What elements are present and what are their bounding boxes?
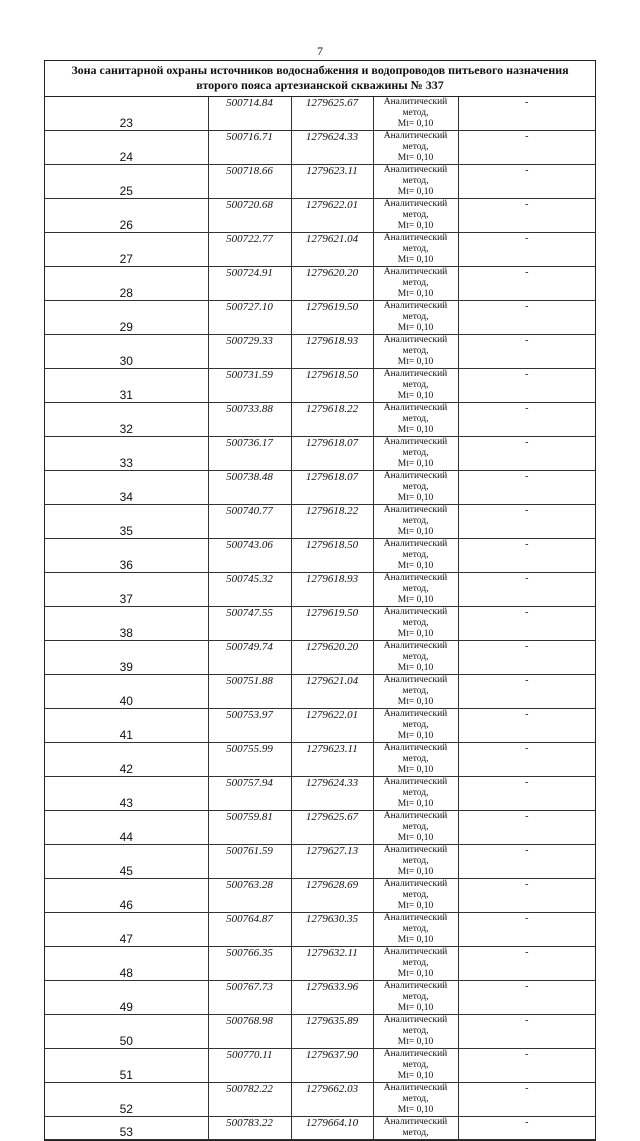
method-cell (373, 539, 458, 573)
method-text: Аналитический метод, (383, 675, 448, 696)
method-text: Аналитический метод, (383, 743, 448, 764)
coord-x: 500731.59 (208, 369, 291, 403)
method-text: Аналитический метод, (383, 811, 448, 832)
method-cell (373, 811, 458, 845)
table-row (45, 267, 595, 301)
method-text: Аналитический метод, (383, 709, 448, 730)
coord-x: 500722.77 (208, 233, 291, 267)
point-number: 53 (45, 1117, 208, 1140)
accuracy-text: Mt= 0,10 (397, 493, 434, 503)
note-cell: - (458, 607, 595, 641)
point-number: 36 (45, 539, 208, 573)
point-number: 44 (45, 811, 208, 845)
method-cell (373, 607, 458, 641)
method-cell (373, 981, 458, 1015)
coord-x: 500743.06 (208, 539, 291, 573)
point-number: 30 (45, 335, 208, 369)
point-number: 47 (45, 913, 208, 947)
coord-x: 500716.71 (208, 131, 291, 165)
note-cell: - (458, 709, 595, 743)
coord-x: 500763.28 (208, 879, 291, 913)
coord-x: 500720.68 (208, 199, 291, 233)
accuracy-text: Mt= 0,10 (397, 833, 434, 843)
method-cell (373, 437, 458, 471)
coord-y: 1279632.11 (291, 947, 373, 981)
note-cell: - (458, 811, 595, 845)
method-text: Аналитический метод, (383, 471, 448, 492)
point-number: 41 (45, 709, 208, 743)
method-cell (373, 403, 458, 437)
coord-y: 1279618.50 (291, 539, 373, 573)
method-cell (373, 913, 458, 947)
coord-y: 1279618.93 (291, 573, 373, 607)
table-row (45, 573, 595, 607)
coord-x: 500753.97 (208, 709, 291, 743)
method-cell (373, 879, 458, 913)
accuracy-text: Mt= 0,10 (397, 391, 434, 401)
coord-y: 1279619.50 (291, 607, 373, 641)
method-cell (373, 335, 458, 369)
table-row (45, 981, 595, 1015)
table-row (45, 369, 595, 403)
method-text: Аналитический метод, (383, 131, 448, 152)
note-cell: - (458, 777, 595, 811)
method-text: Аналитический метод, (383, 845, 448, 866)
note-cell: - (458, 675, 595, 709)
note-cell: - (458, 913, 595, 947)
method-text: Аналитический метод, (383, 879, 448, 900)
point-number: 26 (45, 199, 208, 233)
page-number: 7 (317, 44, 323, 58)
note-cell: - (458, 1015, 595, 1049)
coord-y: 1279621.04 (291, 675, 373, 709)
note-cell: - (458, 1049, 595, 1083)
note-cell: - (458, 743, 595, 777)
point-number: 23 (45, 97, 208, 131)
coord-y: 1279630.35 (291, 913, 373, 947)
coord-x: 500736.17 (208, 437, 291, 471)
note-cell: - (458, 1117, 595, 1140)
accuracy-text: Mt= 0,10 (397, 153, 434, 163)
note-cell: - (458, 267, 595, 301)
table-title-line-1: Зона санитарной охраны источников водоснабжения и водопроводов питьевого назначения (71, 63, 569, 77)
method-cell (373, 675, 458, 709)
method-cell (373, 1117, 458, 1140)
point-number: 34 (45, 471, 208, 505)
coord-y: 1279618.50 (291, 369, 373, 403)
point-number: 35 (45, 505, 208, 539)
coord-y: 1279637.90 (291, 1049, 373, 1083)
table-row (45, 743, 595, 777)
table-row (45, 947, 595, 981)
table-row (45, 913, 595, 947)
note-cell: - (458, 573, 595, 607)
accuracy-text: Mt= 0,10 (397, 765, 434, 775)
method-cell (373, 471, 458, 505)
coordinates-table (44, 60, 596, 1141)
table-row (45, 131, 595, 165)
point-number: 43 (45, 777, 208, 811)
coord-y: 1279620.20 (291, 641, 373, 675)
accuracy-text: Mt= 0,10 (397, 1003, 434, 1013)
note-cell: - (458, 97, 595, 131)
accuracy-text: Mt= 0,10 (397, 1037, 434, 1047)
method-text: Аналитический метод, (383, 97, 448, 118)
table-row (45, 301, 595, 335)
method-text: Аналитический метод, (383, 437, 448, 458)
point-number: 37 (45, 573, 208, 607)
coord-x: 500714.84 (208, 97, 291, 131)
method-cell (373, 165, 458, 199)
note-cell: - (458, 199, 595, 233)
method-text: Аналитический метод, (383, 1083, 448, 1104)
accuracy-text: Mt= 0,10 (397, 629, 434, 639)
table-row (45, 471, 595, 505)
note-cell: - (458, 947, 595, 981)
coord-y: 1279623.11 (291, 743, 373, 777)
note-cell: - (458, 845, 595, 879)
point-number: 31 (45, 369, 208, 403)
method-cell (373, 369, 458, 403)
table-row (45, 811, 595, 845)
point-number: 49 (45, 981, 208, 1015)
coord-x: 500745.32 (208, 573, 291, 607)
table-row (45, 709, 595, 743)
method-text: Аналитический метод, (383, 233, 448, 254)
table-row (45, 97, 595, 131)
method-text: Аналитический метод, (383, 267, 448, 288)
table-row (45, 233, 595, 267)
table-row (45, 1015, 595, 1049)
accuracy-text: Mt= 0,10 (397, 119, 434, 129)
accuracy-text: Mt= 0,10 (397, 527, 434, 537)
method-cell (373, 743, 458, 777)
table-row (45, 1117, 595, 1140)
method-cell (373, 573, 458, 607)
point-number: 48 (45, 947, 208, 981)
accuracy-text: Mt= 0,10 (397, 1071, 434, 1081)
coord-y: 1279633.96 (291, 981, 373, 1015)
coord-y: 1279618.22 (291, 403, 373, 437)
accuracy-text: Mt= 0,10 (397, 935, 434, 945)
accuracy-text: Mt= 0,10 (397, 459, 434, 469)
coord-y: 1279664.10 (291, 1117, 373, 1140)
method-cell (373, 1015, 458, 1049)
point-number: 27 (45, 233, 208, 267)
method-text: Аналитический метод, (383, 539, 448, 560)
method-text: Аналитический метод, (383, 913, 448, 934)
method-cell (373, 267, 458, 301)
note-cell: - (458, 1083, 595, 1117)
coord-x: 500749.74 (208, 641, 291, 675)
table-row (45, 675, 595, 709)
note-cell: - (458, 437, 595, 471)
coord-x: 500747.55 (208, 607, 291, 641)
note-cell: - (458, 471, 595, 505)
table-row (45, 437, 595, 471)
coord-x: 500733.88 (208, 403, 291, 437)
coord-y: 1279635.89 (291, 1015, 373, 1049)
coord-y: 1279622.01 (291, 709, 373, 743)
table-body (45, 97, 595, 1140)
point-number: 42 (45, 743, 208, 777)
coord-x: 500757.94 (208, 777, 291, 811)
accuracy-text: Mt= 0,10 (397, 901, 434, 911)
point-number: 39 (45, 641, 208, 675)
method-text: Аналитический метод, (383, 947, 448, 968)
coord-y: 1279621.04 (291, 233, 373, 267)
note-cell: - (458, 641, 595, 675)
table-row (45, 879, 595, 913)
coord-x: 500783.22 (208, 1117, 291, 1140)
coord-x: 500751.88 (208, 675, 291, 709)
coord-x: 500727.10 (208, 301, 291, 335)
table-header (45, 61, 595, 97)
point-number: 29 (45, 301, 208, 335)
table-row (45, 845, 595, 879)
method-text: Аналитический метод, (383, 165, 448, 186)
method-text: Аналитический метод, (383, 777, 448, 798)
point-number: 45 (45, 845, 208, 879)
coord-y: 1279618.07 (291, 471, 373, 505)
coord-y: 1279618.22 (291, 505, 373, 539)
coord-y: 1279619.50 (291, 301, 373, 335)
method-cell (373, 131, 458, 165)
table-row (45, 335, 595, 369)
method-text: Аналитический метод, (383, 505, 448, 526)
note-cell: - (458, 131, 595, 165)
point-number: 25 (45, 165, 208, 199)
method-cell (373, 845, 458, 879)
point-number: 28 (45, 267, 208, 301)
method-text: Аналитический метод, (383, 1049, 448, 1070)
table-row (45, 777, 595, 811)
accuracy-text: Mt= 0,10 (397, 969, 434, 979)
note-cell: - (458, 301, 595, 335)
table-row (45, 505, 595, 539)
method-cell (373, 1083, 458, 1117)
method-text: Аналитический метод, (383, 199, 448, 220)
method-text: Аналитический метод, (383, 335, 448, 356)
note-cell: - (458, 505, 595, 539)
method-cell (373, 97, 458, 131)
table-row (45, 641, 595, 675)
coord-x: 500764.87 (208, 913, 291, 947)
accuracy-text: Mt= 0,10 (397, 799, 434, 809)
accuracy-text: Mt= 0,10 (397, 731, 434, 741)
point-number: 32 (45, 403, 208, 437)
coord-y: 1279624.33 (291, 131, 373, 165)
coord-y: 1279624.33 (291, 777, 373, 811)
coord-x: 500768.98 (208, 1015, 291, 1049)
coord-x: 500724.91 (208, 267, 291, 301)
accuracy-text: Mt= 0,10 (397, 187, 434, 197)
coordinates-grid (45, 97, 595, 1140)
coord-x: 500738.48 (208, 471, 291, 505)
accuracy-text: Mt= 0,10 (397, 561, 434, 571)
accuracy-text: Mt= 0,10 (397, 867, 434, 877)
table-row (45, 199, 595, 233)
note-cell: - (458, 335, 595, 369)
method-cell (373, 233, 458, 267)
accuracy-text: Mt= 0,10 (397, 323, 434, 333)
coord-x: 500782.22 (208, 1083, 291, 1117)
note-cell: - (458, 403, 595, 437)
coord-x: 500770.11 (208, 1049, 291, 1083)
table-row (45, 1083, 595, 1117)
coord-y: 1279625.67 (291, 811, 373, 845)
note-cell: - (458, 539, 595, 573)
note-cell: - (458, 879, 595, 913)
table-row (45, 403, 595, 437)
method-text: Аналитический метод, (383, 1015, 448, 1036)
coord-x: 500759.81 (208, 811, 291, 845)
point-number: 40 (45, 675, 208, 709)
coord-y: 1279627.13 (291, 845, 373, 879)
method-text: Аналитический метод, (383, 1117, 448, 1138)
method-cell (373, 301, 458, 335)
point-number: 38 (45, 607, 208, 641)
point-number: 51 (45, 1049, 208, 1083)
accuracy-text: Mt= 0,10 (397, 1105, 434, 1115)
point-number: 24 (45, 131, 208, 165)
accuracy-text: Mt= 0,10 (397, 697, 434, 707)
coord-x: 500766.35 (208, 947, 291, 981)
coord-x: 500740.77 (208, 505, 291, 539)
coord-y: 1279662.03 (291, 1083, 373, 1117)
coord-y: 1279618.93 (291, 335, 373, 369)
coord-x: 500729.33 (208, 335, 291, 369)
method-text: Аналитический метод, (383, 607, 448, 628)
note-cell: - (458, 369, 595, 403)
accuracy-text: Mt= 0,10 (397, 221, 434, 231)
accuracy-text: Mt= 0,10 (397, 357, 434, 367)
method-cell (373, 199, 458, 233)
table-row (45, 607, 595, 641)
coord-y: 1279623.11 (291, 165, 373, 199)
accuracy-text: Mt= 0,10 (397, 663, 434, 673)
point-number: 52 (45, 1083, 208, 1117)
note-cell: - (458, 981, 595, 1015)
method-text: Аналитический метод, (383, 981, 448, 1002)
note-cell: - (458, 165, 595, 199)
table-row (45, 165, 595, 199)
method-cell (373, 1049, 458, 1083)
accuracy-text: Mt= 0,10 (397, 425, 434, 435)
point-number: 46 (45, 879, 208, 913)
method-text: Аналитический метод, (383, 301, 448, 322)
coord-y: 1279625.67 (291, 97, 373, 131)
coord-x: 500755.99 (208, 743, 291, 777)
coord-y: 1279628.69 (291, 879, 373, 913)
coord-x: 500718.66 (208, 165, 291, 199)
method-text: Аналитический метод, (383, 573, 448, 594)
table-row (45, 539, 595, 573)
accuracy-text: Mt= 0,10 (397, 255, 434, 265)
coord-x: 500761.59 (208, 845, 291, 879)
method-text: Аналитический метод, (383, 403, 448, 424)
method-cell (373, 641, 458, 675)
method-cell (373, 947, 458, 981)
coord-x: 500767.73 (208, 981, 291, 1015)
table-title-line-2: второго пояса артезианской скважины № 337 (196, 78, 444, 92)
method-text: Аналитический метод, (383, 369, 448, 390)
accuracy-text: Mt= 0,10 (397, 595, 434, 605)
method-cell (373, 505, 458, 539)
method-cell (373, 777, 458, 811)
method-text: Аналитический метод, (383, 641, 448, 662)
note-cell: - (458, 233, 595, 267)
coord-y: 1279620.20 (291, 267, 373, 301)
point-number: 33 (45, 437, 208, 471)
coord-y: 1279622.01 (291, 199, 373, 233)
table-row (45, 1049, 595, 1083)
accuracy-text: Mt= 0,10 (397, 289, 434, 299)
coord-y: 1279618.07 (291, 437, 373, 471)
method-cell (373, 709, 458, 743)
point-number: 50 (45, 1015, 208, 1049)
